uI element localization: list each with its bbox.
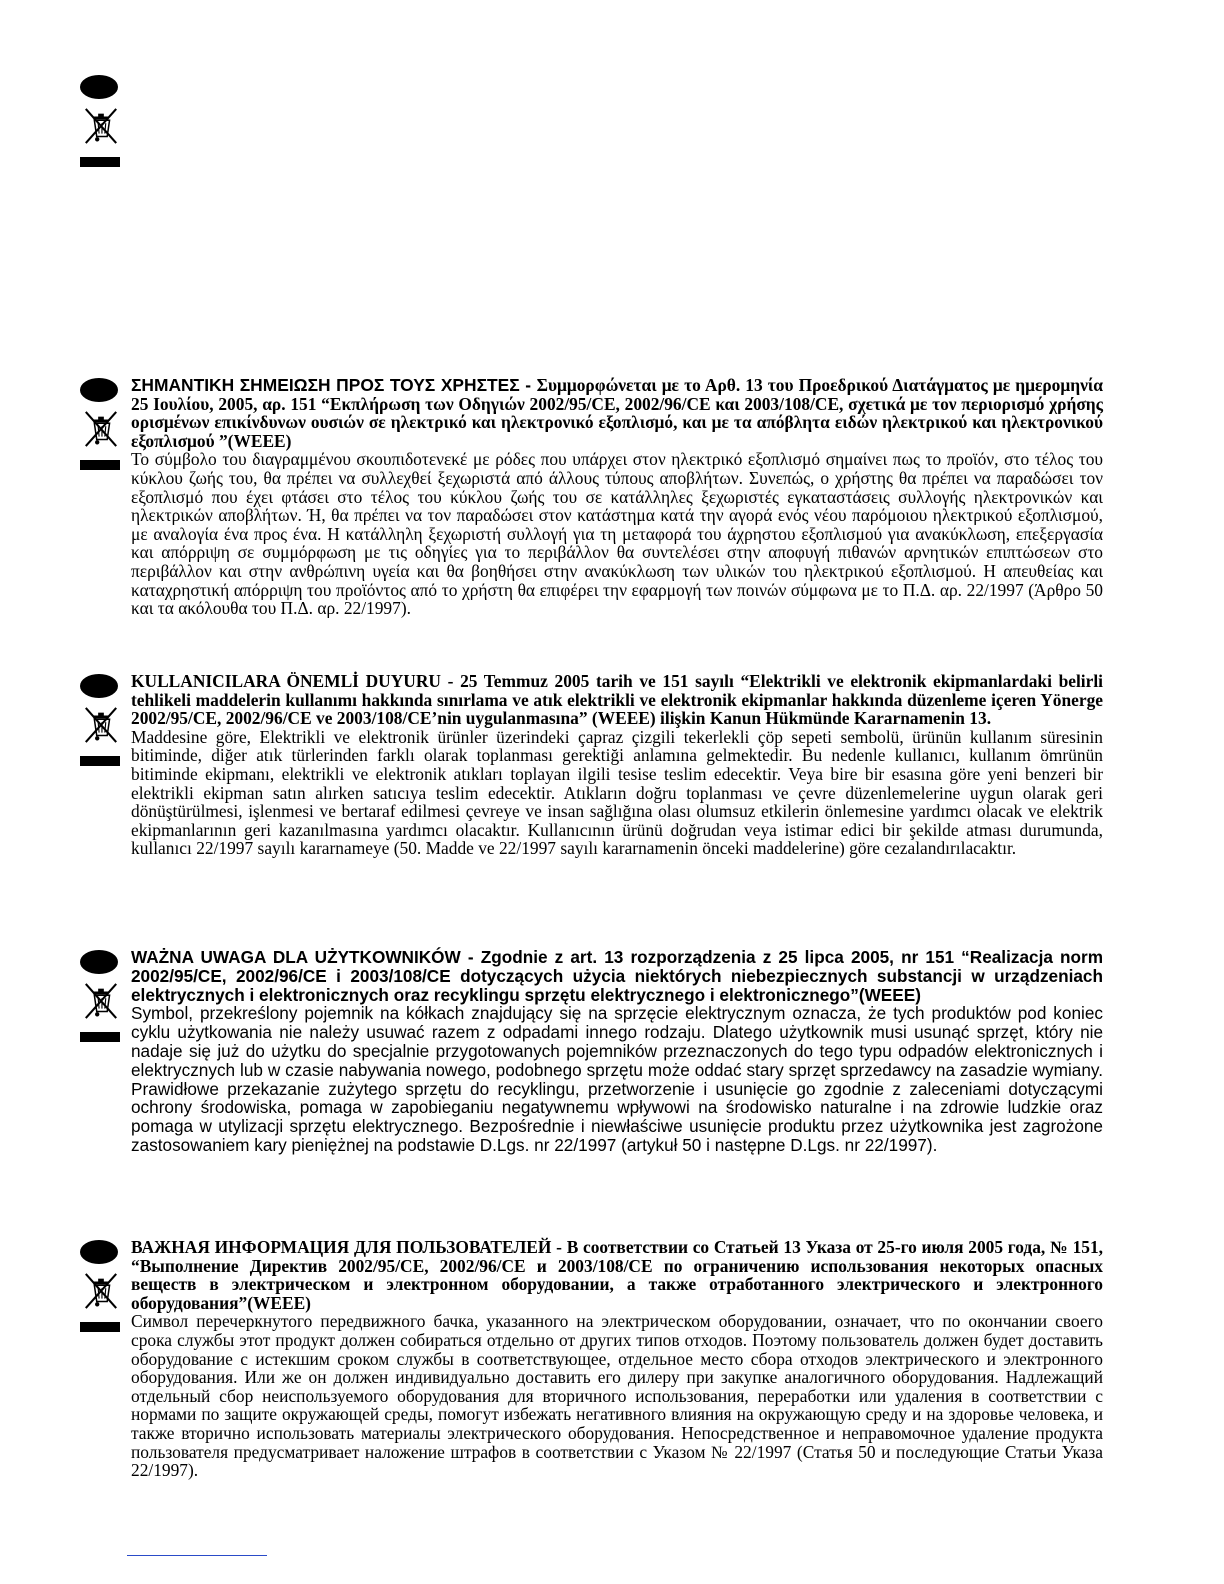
language-dot	[80, 950, 118, 974]
notice-heading-lead: ВАЖНАЯ ИНФОРМАЦИЯ ДЛЯ ПОЛЬЗОВАТЕЛЕЙ -	[131, 1237, 567, 1257]
footer-rule	[127, 1555, 267, 1556]
notice-heading	[131, 1238, 1103, 1312]
notice-heading	[131, 948, 1103, 1004]
crossed-out-wheelie-bin-icon	[82, 408, 120, 450]
crossed-out-wheelie-bin-icon	[82, 105, 120, 147]
notice-heading	[131, 376, 1103, 450]
notice-heading-rest: В соответствии со Статьей 13 Указа от 25-го июля 2005 года, № 151, “Выполнение Директив 2002/95/CE, 2002/96/CE и 2003/108/CE по ограничению использования некоторых опасных веществ в электрическом и электронном оборудовании, а также отработанного электрического и электронного оборудования”(WEEE)	[131, 1237, 1103, 1313]
notice-heading-lead: ΣΗΜΑΝΤΙΚΗ ΣΗΜΕΙΩΣΗ ΠΡΟΣ ΤΟΥΣ ΧΡΗΣΤΕΣ -	[131, 375, 537, 395]
weee-marker-pl	[80, 950, 122, 1042]
weee-marker-el	[80, 378, 122, 470]
language-dot	[80, 674, 118, 698]
notice-section-tr	[131, 672, 1103, 858]
notice-body: Maddesine göre, Elektrikli ve elektronik ürünler üzerindeki çapraz çizgili tekerlekli çöp sepeti sembolü, ürünün kullanım süresinin bitiminde, diğer atık türlerinden farklı olarak toplanması gerektiği anlamına gelmektedir. Bu nedenle kullanıcı, kullanım ömrünün bitiminde ekipmanı, elektrikli ve elektronik atıkları toplayan ilgili tesise teslim edecektir. Veya bire bir esasına göre yeni benzeri bir elektrikli ekipman satın alırken satıcıya teslim edecektir. Atıkların doğru toplanması ve çevre düzenlemelerine uygun olarak geri dönüştürülmesi, işlenmesi ve bertaraf edilmesi çevreye ve insan sağlığına olası olumsuz etkilerin önlemesine yardımcı olacak ve elektrik ekipmanlarının geri kazanılmasına yardımcı olacaktır. Kullanıcının ürünü doğrudan veya istimar edici bir şekilde atması durumunda, kullanıcı 22/1997 sayılı kararnameye (50. Madde ve 22/1997 sayılı kararnamenin önceki maddelerine) göre cezalandırılacaktır.	[131, 726, 1103, 859]
notice-heading-rest: Zgodnie z art. 13 rozporządzenia z 25 lipca 2005, nr 151 “Realizacja norm 2002/95/CE, 2002/96/CE i 2003/108/CE dotyczących użycia niektórych niebezpiecznych substancji w urządzeniach elektrycznych i elektronicznych oraz recyklingu sprzętu elektrycznego i elektronicznego”(WEEE)	[131, 947, 1103, 1005]
notice-body: Symbol, przekreślony pojemnik na kółkach znajdujący się na sprzęcie elektrycznym oznacza, że tych produktów pod koniec cyklu użytkowania nie należy usuwać razem z odpadami innego rodzaju. Dlatego użytkownik musi usunąć sprzęt, który nie nadaje się już do użytku do specjalnie przygotowanych pojemników przeznaczonych do tego typu odpadów elektronicznych i elektrycznych lub w czasie nabywania nowego, podobnego sprzętu może oddać stary sprzęt sprzedawcy na zasadzie wymiany. Prawidłowe przekazanie zużytego sprzętu do recyklingu, przetworzenie i usunięcie go zgodnie z zaleceniami dotyczącymi ochrony środowiska, pomaga w zapobieganiu negatywnemu wpływowi na środowisko naturalne i na zdrowie ludzkie oraz pomaga w utylizacji sprzętu elektrycznego. Bezpośrednie i niewłaściwe usunięcie produktu przez użytkownika jest zagrożone zastosowaniem kary pieniężnej na podstawie D.Lgs. nr 22/1997 (artykuł 50 i następne D.Lgs. nr 22/1997).	[131, 1003, 1103, 1155]
notice-section-el	[131, 376, 1103, 618]
crossed-out-wheelie-bin-icon	[82, 980, 120, 1022]
language-dot	[80, 75, 118, 99]
weee-bar	[80, 756, 120, 766]
notice-heading	[131, 672, 1103, 728]
weee-marker-ru	[80, 1240, 122, 1332]
notice-body: Το σύμβολο του διαγραμμένου σκουπιδοτενεκέ με ρόδες που υπάρχει στον ηλεκτρικό εξοπλισμό σημαίνει πως το προϊόν, στο τέλος του κύκλου ζωής του, θα πρέπει να συλλεχθεί ξεχωριστά από άλλους τύπους αποβλήτων. Συνεπώς, ο χρήστης θα πρέπει να παραδώσει τον εξοπλισμό που έχει φτάσει στο τέλος του κύκλου ζωής του σε κατάλληλες ξεχωριστές εγκαταστάσεις συλλογής ηλεκτρονικών και ηλεκτρικών αποβλήτων. Ή, θα πρέπει να τον παραδώσει στον κατάστημα κατά την αγορά ενός νέου παρόμοιου ηλεκτρικού εξοπλισμού, με αναλογία ένα προς ένα. Η κατάλληλη ξεχωριστή συλλογή για τη μεταφορά του άχρηστου εξοπλισμού για ανακύκλωση, επεξεργασία και απόρριψη σε συμμόρφωση με τις οδηγίες για το περιβάλλον θα συντελέσει στην αποφυγή πιθανών αρνητικών επιπτώσεων στο περιβάλλον και στην ανθρώπινη υγεία και θα βοηθήσει στην ανακύκλωση των υλικών του ηλεκτρικού εξοπλισμού. Η απευθείας και καταχρηστική απόρριψη του προϊόντος από το χρήστη θα επιφέρει την εφαρμογή των ποινών σύμφωνα με το Π.Δ. αρ. 22/1997 (Άρθρο 50 και τα ακόλουθα του Π.Δ. αρ. 22/1997).	[131, 449, 1103, 619]
weee-marker-tr	[80, 674, 122, 766]
notice-heading-lead: WAŻNA UWAGA DLA UŻYTKOWNIKÓW -	[131, 947, 481, 967]
weee-bar	[80, 1322, 120, 1332]
crossed-out-wheelie-bin-icon	[82, 704, 120, 746]
weee-bar	[80, 460, 120, 470]
language-dot	[80, 1240, 118, 1264]
weee-bar	[80, 157, 120, 167]
notice-body: Символ перечеркнутого передвижного бачка, указанного на электрическом оборудовании, означает, что по окончании своего срока службы этот продукт должен собираться отдельно от других типов отходов. Поэтому пользователь должен будет доставить оборудование с истекшим сроком службы в соответствующее, отдельное место сбора отходов электрического и электронного оборудования. Или же он должен индивидуально доставить его дилеру при закупке аналогичного оборудования. Надлежащий отдельный сбор неиспользуемого оборудования для вторичного использования, переработки или удаления в соответствии с нормами по защите окружающей среды, помогут избежать негативного влияния на окружающую среду и на здоровье человека, и также вторично использовать материалы электрического оборудования. Непосредственное и неправомочное удаление продукта пользователя предусматривает наложение штрафов в соответствии с Указом № 22/1997 (Статья 50 и последующие Статьи Указа 22/1997).	[131, 1311, 1103, 1481]
notice-section-pl	[131, 948, 1103, 1155]
notice-heading-lead: KULLANICILARA ÖNEMLİ DUYURU -	[131, 671, 461, 691]
weee-marker-top	[80, 75, 122, 167]
crossed-out-wheelie-bin-icon	[82, 1270, 120, 1312]
notice-section-ru	[131, 1238, 1103, 1480]
notice-heading-rest: 25 Temmuz 2005 tarih ve 151 sayılı “Elektrikli ve elektronik ekipmanlardaki belirli tehlikeli maddelerin kullanımı hakkında sınırlama ve atık elektrikli ve elektronik ekipmanlar hakkında düzenleme içeren Yönerge 2002/95/CE, 2002/96/CE ve 2003/108/CE’nin uygulanmasına” (WEEE) ilişkin Kanun Hükmünde Kararnamenin 13.	[131, 671, 1103, 729]
notice-heading-rest: Συμμορφώνεται με το Αρθ. 13 του Προεδρικού Διατάγματος με ημερομηνία 25 Ιουλίου, 2005, αρ. 151 “Εκπλήρωση των Οδηγιών 2002/95/CE, 2002/96/CE και 2003/108/CE, σχετικά με τον περιορισμό χρήσης ορισμένων επικίνδυνων ουσιών σε ηλεκτρικό και ηλεκτρονικό εξοπλισμό, και με τα απόβλητα ειδών ηλεκτρικού και ηλεκτρονικού εξοπλισμού ”(WEEE)	[131, 375, 1103, 451]
weee-bar	[80, 1032, 120, 1042]
language-dot	[80, 378, 118, 402]
